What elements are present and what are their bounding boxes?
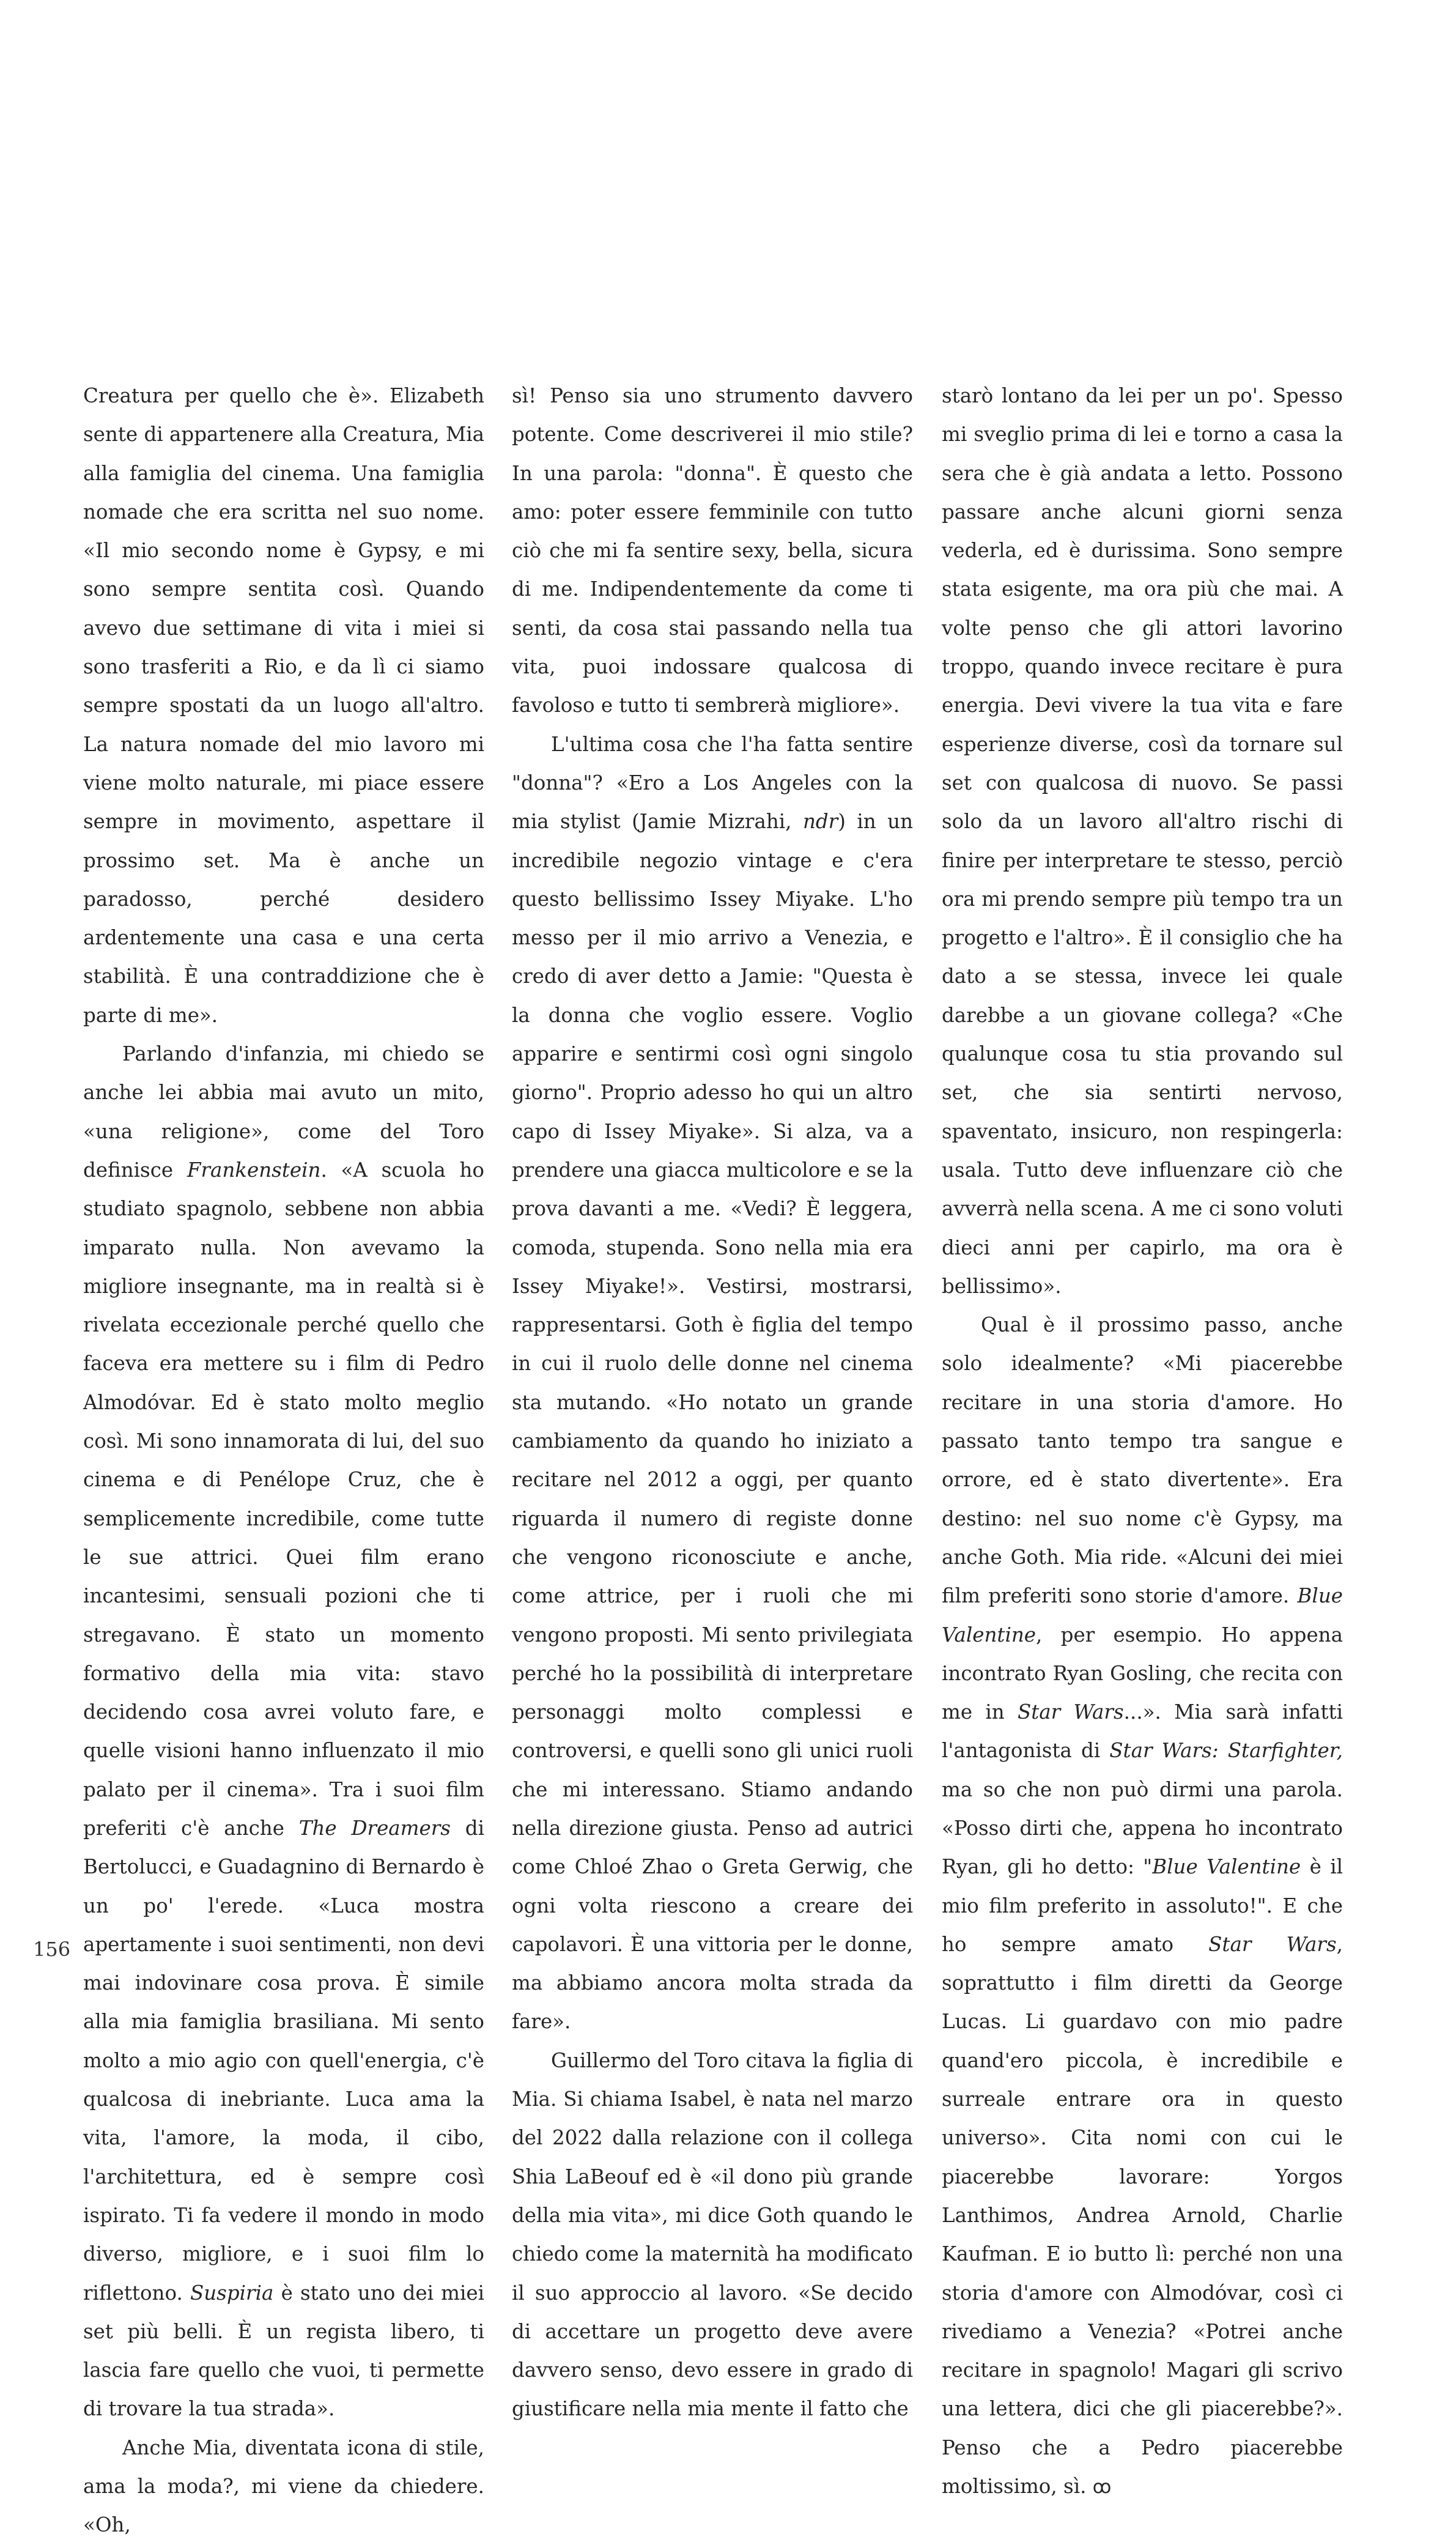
end-of-article-icon: ꝏ [1092, 2476, 1112, 2499]
paragraph: starò lontano da lei per un po'. Spesso mi sveglio prima di lei e torno a casa la sera che è già andata a letto. Possono passare anche alcuni giorni senza vederla, ed è durissima. Sono sempre stata esigente, ma ora più che mai. A volte penso che gli attori lavorino troppo, quando invece recitare è pura energia. Devi vivere la tua vita e fare esperienze diverse, così da tornare sul set con qualcosa di nuovo. Se passi solo da un lavoro all'altro rischi di finire per interpretare te stesso, perciò ora mi prendo sempre più tempo tra un progetto e l'altro». È il consiglio che ha dato a se stessa, invece lei quale darebbe a un giovane collega? «Che qualunque cosa tu stia provando sul set, che sia sentirti nervoso, spaventato, insicuro, non respingerla: usala. Tutto deve influenzare ciò che avverrà nella scena. A me ci sono voluti dieci anni per capirlo, ma ora è bellissimo». [942, 384, 1343, 1298]
film-title: Suspiria [190, 2281, 274, 2305]
paragraph: Guillermo del Toro citava la figlia di Mia. Si chiama Isabel, è nata nel marzo del 2022 dalla relazione con il collega Shia LaBeouf ed è «il dono più grande della mia vita», mi dice Goth quando le chiedo come la maternità ha modificato il suo approccio al lavoro. «Se decido di accettare un progetto deve avere davvero senso, devo essere in grado di giustificare nella mia mente il fatto che [512, 2048, 913, 2421]
editor-note: ndr [802, 810, 838, 834]
paragraph: Creatura per quello che è». Elizabeth sente di appartenere alla Creatura, Mia alla famiglia del cinema. Una famiglia nomade che era scritta nel suo nome. «Il mio secondo nome è Gypsy, e mi sono sempre sentita così. Quando avevo due settimane di vita i miei si sono trasferiti a Rio, e da lì ci siamo sempre spostati da un luogo all'altro. La natura nomade del mio lavoro mi viene molto naturale, mi piace essere sempre in movimento, aspettare il prossimo set. Ma è anche un paradosso, perché desidero ardentemente una casa e una certa stabilità. È una contraddizione che è parte di me». [83, 384, 484, 1027]
page-number: 156 [33, 1938, 71, 1961]
paragraph: Anche Mia, diventata icona di stile, ama la moda?, mi viene da chiedere. «Oh, [83, 2436, 484, 2537]
article-column-2 [512, 377, 913, 2429]
film-title: Frankenstein [187, 1158, 321, 1182]
paragraph: L'ultima cosa che l'ha fatta sentire "donna"? «Ero a Los Angeles con la mia stylist (Jamie Mizrahi, ndr) in un incredibile negozio vintage e c'era questo bellissimo Issey Miyake. L'ho messo per il mio arrivo a Venezia, e credo di aver detto a Jamie: "Questa è la donna che voglio essere. Voglio apparire e sentirmi così ogni singolo giorno". Proprio adesso ho qui un altro capo di Issey Miyake». Si alza, va a prendere una giacca multicolore e se la prova davanti a me. «Vedi? È leggera, comoda, stupenda. Sono nella mia era Issey Miyake!». Vestirsi, mostrarsi, rappresentarsi. Goth è figlia del tempo in cui il ruolo delle donne nel cinema sta mutando. «Ho notato un grande cambiamento da quando ho iniziato a recitare nel 2012 a oggi, per quanto riguarda il numero di registe donne che vengono riconosciute e anche, come attrice, per i ruoli che mi vengono proposti. Mi sento privilegiata perché ho la possibilità di interpretare personaggi molto complessi e controversi, e quelli sono gli unici ruoli che mi interessano. Stiamo andando nella direzione giusta. Penso ad autrici come Chloé Zhao o Greta Gerwig, che ogni volta riescono a creare dei capolavori. È una vittoria per le donne, ma abbiamo ancora molta strada da fare». [512, 732, 913, 2034]
film-title: Blue Valentine [942, 1584, 1343, 1647]
film-title: Star Wars: Starfighter, [1109, 1739, 1343, 1763]
article-column-3 [942, 377, 1343, 2506]
film-title: Star Wars [1208, 1932, 1337, 1956]
film-title: The Dreamers [298, 1816, 451, 1840]
film-title: Star Wars [1017, 1700, 1124, 1724]
film-title: Blue Valentine [1152, 1855, 1301, 1879]
article-column-1 [83, 377, 484, 2545]
paragraph: sì! Penso sia uno strumento davvero potente. Come descriverei il mio stile? In una parola: "donna". È questo che amo: poter essere femminile con tutto ciò che mi fa sentire sexy, bella, sicura di me. Indipendentemente da come ti senti, da cosa stai passando nella tua vita, puoi indossare qualcosa di favoloso e tutto ti sembrerà migliore». [512, 384, 913, 717]
paragraph: Qual è il prossimo passo, anche solo idealmente? «Mi piacerebbe recitare in una storia d'amore. Ho passato tanto tempo tra sangue e orrore, ed è stato divertente». Era destino: nel suo nome c'è Gypsy, ma anche Goth. Mia ride. «Alcuni dei miei film preferiti sono storie d'amore. Blue Valentine, per esempio. Ho appena incontrato Ryan Gosling, che recita con me in Star Wars...». Mia sarà infatti l'antagonista di Star Wars: Starfighter, ma so che non può dirmi una parola. «Posso dirti che, appena ho incontrato Ryan, gli ho detto: "Blue Valentine è il mio film preferito in assoluto!". E che ho sempre amato Star Wars, soprattutto i film diretti da George Lucas. Li guardavo con mio padre quand'ero piccola, è incredibile e surreale entrare ora in questo universo». Cita nomi con cui le piacerebbe lavorare: Yorgos Lanthimos, Andrea Arnold, Charlie Kaufman. E io butto lì: perché non una storia d'amore con Almodóvar, così ci rivediamo a Venezia? «Potrei anche recitare in spagnolo! Magari gli scrivo una lettera, dici che gli piacerebbe?». Penso che a Pedro piacerebbe moltissimo, sì. ꝏ [942, 1313, 1343, 2499]
paragraph: Parlando d'infanzia, mi chiedo se anche lei abbia mai avuto un mito, «una religione», come del Toro definisce Frankenstein. «A scuola ho studiato spagnolo, sebbene non abbia imparato nulla. Non avevamo la migliore insegnante, ma in realtà si è rivelata eccezionale perché quello che faceva era mettere su i film di Pedro Almodóvar. Ed è stato molto meglio così. Mi sono innamorata di lui, del suo cinema e di Penélope Cruz, che è semplicemente incredibile, come tutte le sue attrici. Quei film erano incantesimi, sensuali pozioni che ti stregavano. È stato un momento formativo della mia vita: stavo decidendo cosa avrei voluto fare, e quelle visioni hanno influenzato il mio palato per il cinema». Tra i suoi film preferiti c'è anche The Dreamers di Bertolucci, e Guadagnino di Bernardo è un po' l'erede. «Luca mostra apertamente i suoi sentimenti, non devi mai indovinare cosa prova. È simile alla mia famiglia brasiliana. Mi sento molto a mio agio con quell'energia, c'è qualcosa di inebriante. Luca ama la vita, l'amore, la moda, il cibo, l'architettura, ed è sempre così ispirato. Ti fa vedere il mondo in modo diverso, migliore, e i suoi film lo riflettono. Suspiria è stato uno dei miei set più belli. È un regista libero, ti lascia fare quello che vuoi, ti permette di trovare la tua strada». [83, 1042, 484, 2421]
